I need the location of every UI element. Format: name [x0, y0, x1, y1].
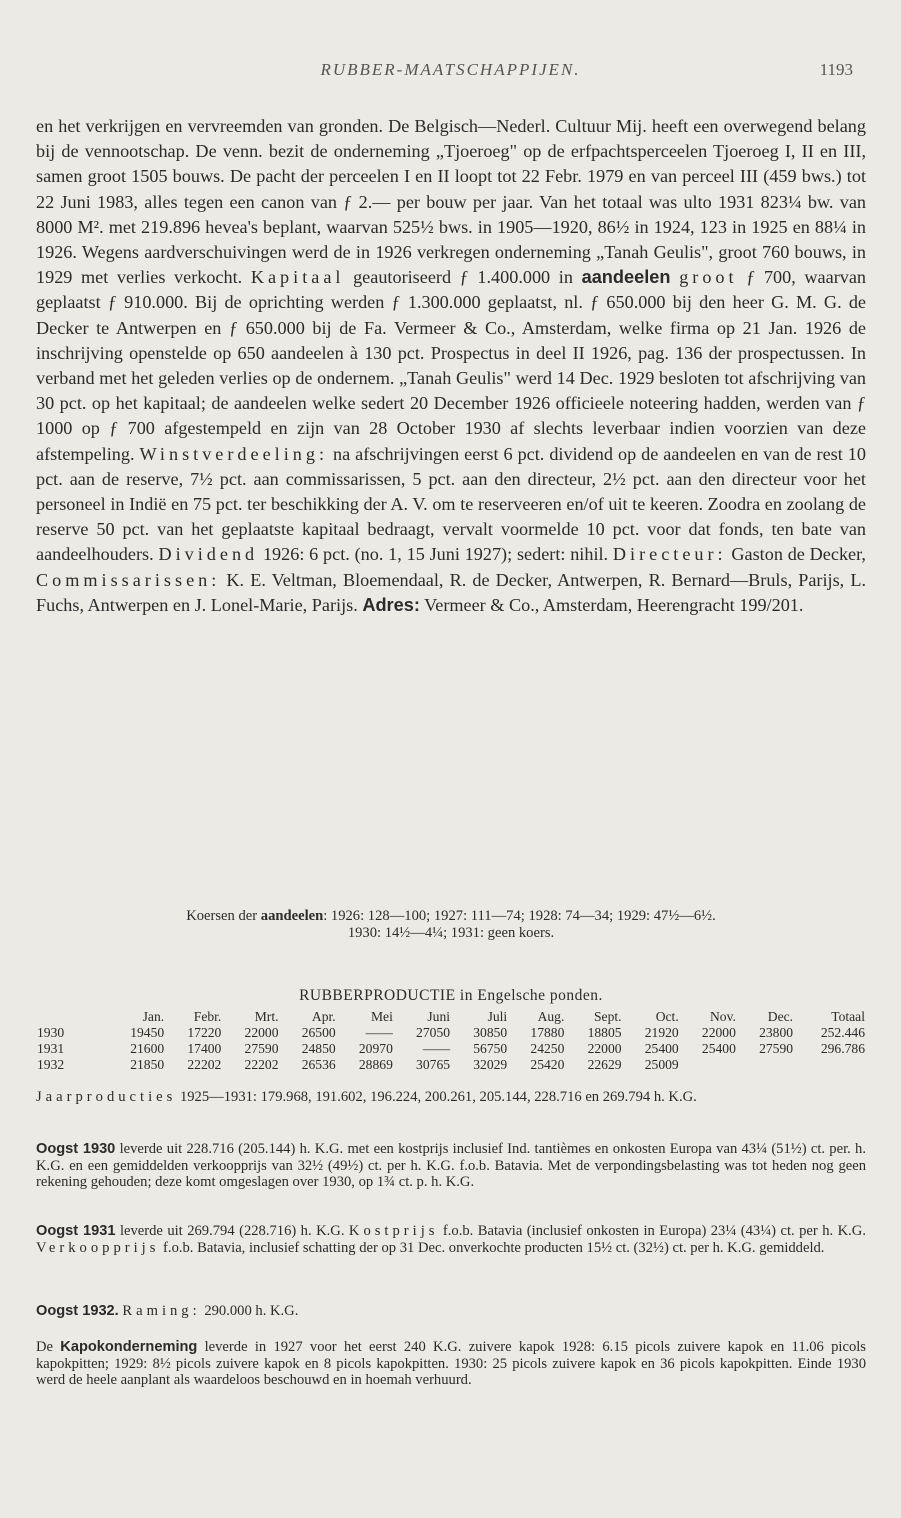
- oogst-1931-text: f.o.b. Batavia, inclusief schatting der op 31 Dec. onverkochte producten 15½ ct. (32½) ct. per h. K.G. gemiddeld.: [159, 1239, 825, 1256]
- table-cell: 21920: [644, 1025, 679, 1040]
- main-paragraph: [36, 114, 866, 618]
- kapok-text: De: [36, 1339, 61, 1355]
- table-cell: 17400: [187, 1041, 222, 1056]
- koersen-line2: 1930: 14½—4¼; 1931: geen koers.: [347, 924, 555, 941]
- month-header: Febr.: [193, 1009, 222, 1024]
- table-cell: 17220: [187, 1025, 222, 1040]
- page-number: 1193: [819, 60, 853, 79]
- month-header: Totaal: [831, 1009, 865, 1024]
- text-segment: Gaston de Decker,: [726, 544, 866, 565]
- company-description: [36, 114, 866, 618]
- kostprijs-label: Kostprijs: [348, 1223, 439, 1239]
- table-cell: 18805: [587, 1025, 622, 1040]
- table-cell: 22000: [701, 1025, 736, 1040]
- table-cell: 22629: [587, 1057, 622, 1072]
- verkoopprijs-label: Verkoopprijs: [36, 1239, 160, 1256]
- koersen-label: Koersen der: [186, 908, 258, 924]
- table-cell: 17880: [530, 1025, 565, 1040]
- row-year: 1930: [37, 1025, 65, 1040]
- page-header: [0, 60, 901, 86]
- table-cell: 22000: [244, 1025, 279, 1040]
- table-cell: 252.446: [820, 1025, 865, 1040]
- jaarproducties-label: Jaarproducties: [36, 1089, 177, 1105]
- commissarissen-label: Commissarissen:: [36, 569, 221, 590]
- oogst-1930-text: leverde uit 228.716 (205.144) h. K.G. met een kostprijs inclusief Ind. tantièmes en onkosten Europa van 43¼ (51½) ct. per. h. K.G. en een gemiddelden verkoopprijs van 32½ (49½) ct. per h. K.G. f.o.b. Batavia. Met de verpondingsbelasting was tot heden nog geen rekening gehouden; deze komt omgeslagen over 1930, op 1¾ ct. p. h. K.G.: [36, 1141, 866, 1191]
- table-cell: 26500: [301, 1025, 336, 1040]
- jaarproducties-paragraph: [36, 1089, 866, 1106]
- month-header: Dec.: [767, 1009, 794, 1024]
- oogst-1931-label: Oogst 1931: [36, 1223, 116, 1239]
- oogst-1930-paragraph: [36, 1141, 866, 1191]
- table-cell: ——: [365, 1025, 393, 1040]
- table-cell: 25009: [644, 1057, 679, 1072]
- table-cell: [739, 1057, 796, 1073]
- kapitaal-label: Kapitaal: [250, 267, 345, 288]
- oogst-1931-text: leverde uit 269.794 (228.716) h. K.G.: [115, 1223, 349, 1239]
- rubber-table-title: RUBBERPRODUCTIE in Engelsche ponden.: [299, 987, 603, 1004]
- table-cell: 30765: [416, 1057, 451, 1072]
- table-corner: [34, 1009, 110, 1025]
- jaarproducties-text: 1925—1931: 179.968, 191.602, 196.224, 200.261, 205.144, 228.716 en 269.794 h. K.G.: [176, 1089, 697, 1105]
- table-cell: 24250: [530, 1041, 565, 1056]
- table-cell: 22000: [587, 1041, 622, 1056]
- koersen-aandeelen: aandeelen: [260, 908, 324, 924]
- month-header: Nov.: [709, 1009, 736, 1024]
- oogst-1931-paragraph: [36, 1223, 866, 1256]
- text-segment: K. E. Veltman, Bloemendaal, R. de Decker, Antwerpen, R. Bernard—Bruls, Parijs, L. Fuchs, Antwerpen en J. Lonel-Marie, Parijs.: [36, 569, 866, 615]
- table-cell: [682, 1057, 739, 1073]
- text-segment: na afschrijvingen eerst 6 pct. dividend op de aandeelen en van de rest 10 pct. aan de reserve, 7½ pct. aan commissarissen, 5 pct. aan den directeur, 2½ pct. aan den directeur voor het personeel in Indië en 75 pct. ter beschikking der A. V. om te reserveeren en/of uit te keeren. Zoodra en zoolang de reserve 50 pct. van het geplaatste kapitaal bedraagt, vervalt voormelde 10 pct. voor dat fonds, ten bate van aandeelhouders.: [36, 443, 866, 565]
- groot-label: groot: [679, 267, 738, 288]
- oogst-1932-paragraph: [36, 1303, 866, 1320]
- text-segment: 1926: 6 pct. (no. 1, 15 Juni 1927); sedert: nihil.: [258, 544, 613, 565]
- table-cell: 26536: [301, 1057, 336, 1072]
- raming-label: Raming:: [122, 1303, 201, 1319]
- running-title: RUBBER-MAATSCHAPPIJEN.: [320, 60, 581, 79]
- table-cell: 27050: [416, 1025, 451, 1040]
- oogst-1932-label: Oogst 1932.: [36, 1303, 119, 1319]
- table-row: [34, 1025, 868, 1041]
- table-cell: 28869: [358, 1057, 393, 1072]
- table-cell: 22202: [244, 1057, 279, 1072]
- month-header: Jan.: [142, 1009, 165, 1024]
- table-cell: 32029: [473, 1057, 508, 1072]
- directeur-label: Directeur:: [612, 544, 727, 565]
- table-cell: 27590: [244, 1041, 279, 1056]
- table-row: [34, 1041, 868, 1057]
- month-header: Apr.: [311, 1009, 336, 1024]
- table-cell: 21600: [130, 1041, 165, 1056]
- koersen-block: [36, 908, 866, 941]
- table-row: [34, 1057, 868, 1073]
- oogst-1932-text: 290.000 h. K.G.: [200, 1303, 299, 1319]
- table-cell: 23800: [759, 1025, 794, 1040]
- month-header: Mrt.: [254, 1009, 279, 1024]
- month-header: Sept.: [593, 1009, 622, 1024]
- rubber-production-table: [34, 1009, 868, 1073]
- table-cell: 25400: [644, 1041, 679, 1056]
- winstverdeeling-label: Winstverdeeling:: [139, 443, 329, 464]
- month-header: Juni: [427, 1009, 451, 1024]
- month-header: Oct.: [655, 1009, 679, 1024]
- table-cell: ——: [422, 1041, 451, 1056]
- aandeelen-label: aandeelen: [581, 267, 671, 288]
- table-cell: 22202: [187, 1057, 222, 1072]
- kapok-text: leverde in 1927 voor het eerst 240 K.G. zuivere kapok 1928: 6.15 picols zuivere kapok en 11.06 picols kapokpitten; 1929: 8½ picols zuivere kapok en 8 picols kapokpitten. 1930: 25 picols zuivere kapok en 36 picols kapokpitten. Einde 1930 werd de heele aanplant als waardeloos beschouwd en in hoemah verhuurd.: [36, 1339, 866, 1389]
- table-cell: 19450: [130, 1025, 165, 1040]
- text-segment: ƒ 700, waarvan geplaatst ƒ 910.000. Bij de oprichting werden ƒ 1.300.000 geplaatst, nl. ƒ 650.000 bij den heer G. M. G. de Decker te Antwerpen en ƒ 650.000 bij de Fa. Vermeer & Co., Amsterdam, welke firma op 21 Jan. 1926 de inschrijving openstelde op 650 aandeelen à 130 pct. Prospectus in deel II 1926, pag. 136 der prospectussen. In verband met het geleden verlies op de ondernem. „Tanah Geulis" werd 14 Dec. 1929 besloten tot afschrijving van 30 pct. op het kapitaal; de aandeelen welke sedert 20 December 1926 officieele noteering hadden, werden van ƒ 1000 op ƒ 700 afgestempeld en zijn van 28 October 1930 af slechts leverbaar indien voorzien van deze afstempeling.: [36, 267, 867, 464]
- table-cell: 24850: [301, 1041, 336, 1056]
- adres-label: Adres:: [362, 594, 420, 615]
- oogst-1931-text: f.o.b. Batavia (inclusief onkosten in Europa) 23¼ (43¼) ct. per h. K.G.: [438, 1223, 866, 1239]
- dividend-label: Dividend: [158, 544, 259, 565]
- month-header: Juli: [487, 1009, 508, 1024]
- kapok-label: Kapokonderneming: [60, 1339, 198, 1355]
- table-cell: 21850: [130, 1057, 165, 1072]
- adres-text: Vermeer & Co., Amsterdam, Heerengracht 199/201.: [419, 594, 804, 615]
- table-cell: 20970: [358, 1041, 393, 1056]
- table-cell: [796, 1057, 868, 1073]
- month-header: Aug.: [537, 1009, 565, 1024]
- oogst-1930-label: Oogst 1930: [36, 1141, 116, 1157]
- table-cell: 56750: [473, 1041, 508, 1056]
- table-cell: 25420: [530, 1057, 565, 1072]
- table-cell: 27590: [759, 1041, 794, 1056]
- kapok-paragraph: [36, 1339, 866, 1389]
- row-year: 1932: [37, 1057, 65, 1072]
- table-header-row: [34, 1009, 868, 1025]
- table-cell: 30850: [473, 1025, 508, 1040]
- text-segment: en het verkrijgen en vervreemden van gronden. De Belgisch—Nederl. Cultuur Mij. heeft een overwegend belang bij de vennootschap. De venn. bezit de onderneming „Tjoeroeg" op de erfpachtsperceelen Tjoeroeg I, II en III, samen groot 1505 bouws. De pacht der perceelen I en II loopt tot 22 Febr. 1979 en van perceel III (459 bws.) tot 22 Juni 1983, alles tegen een canon van ƒ 2.— per bouw per jaar. Van het totaal was ulto 1931 823¼ bw. van 8000 M². met 219.896 hevea's beplant, waarvan 525½ bws. in 1905—1920, 86½ in 1924, 123 in 1925 en 88¼ in 1926. Wegens aardverschuivingen werd de in 1926 verkregen onderneming „Tanah Geulis", groot 760 bouws, in 1929 met verlies verkocht.: [36, 116, 866, 288]
- text-segment: geautoriseerd ƒ 1.400.000 in: [344, 267, 582, 288]
- month-header: Mei: [370, 1009, 393, 1024]
- table-cell: 296.786: [820, 1041, 865, 1056]
- row-year: 1931: [37, 1041, 65, 1056]
- koersen-text: : 1926: 128—100; 1927: 111—74; 1928: 74—34; 1929: 47½—6½.: [323, 908, 716, 924]
- table-cell: 25400: [701, 1041, 736, 1056]
